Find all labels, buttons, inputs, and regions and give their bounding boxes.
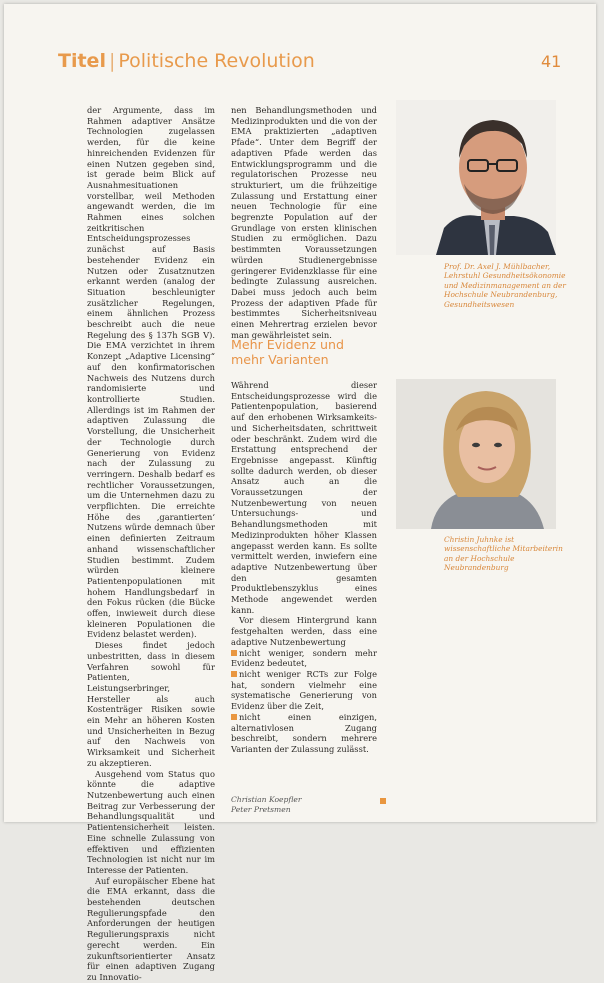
paragraph: der Argumente, dass im Rahmen adaptiver Ansätze Technologien zugelassen werden, für die keine hinreichenden Evidenzen für einen Nutzen gegeben sind, ist gerade beim Blick auf Ausnahmesituationen vorstellbar, weil Methoden angewandt werden, die im Rahmen eines solchen zeitkritischen Entscheidungsprozesses zunächst auf Basis bestehender Evidenz ein Nutzen oder Zusatznutzen erkannt werden (analog der Situation beschleunigter zusätzlicher Regelungen, einem ähnlichen Prozess beschreibt auch die neue Regelung des § 137h SGB V). Die EMA verzichtet in ihrem Konzept „Adaptive Licensing“ auf den konfirmatorischen Nachweis des Nutzens durch randomisierte und kontrollierte Studien. Allerdings ist im Rahmen der adaptiven Zulassung die Vorstellung, die Unsicherheit der Technologie durch Generierung von Evidenz nach der Zulassung zu verringern. Deshalb bedarf es rechtlicher Voraussetzungen, um die Unternehmen dazu zu verpflichten. Die erreichte Höhe des ‚garantierten‘ Nutzens würde demnach über einen definierten Zeitraum anhand wissenschaftlicher Studien bestimmt. Zudem würden kleinere Patientenpopulationen mit hohem Handlungsbedarf in den Fokus rücken (die Bücke offen, inwieweit durch diese kleineren Populationen die Evidenz belastet werden). (87, 105, 215, 640)
portrait-woman-image (396, 379, 556, 529)
page-number: 41 (541, 52, 562, 71)
paragraph: Während dieser Entscheidungsprozesse wird die Patientenpopulation, basierend auf den erhobenen Wirksamkeits- und Sicherheitsdaten, schrittweit oder beschränkt. Zudem wird die Erstattung entsprechend der Ergebnisse angepasst. Künftig sollte dadurch werden, ob dieser Ansatz auch an die Voraussetzungen der Nutzenbewertung von neuen Untersuchungs- und Behandlungsmethoden mit Medizinprodukten höher Klassen angepasst werden kann. Es sollte vermittelt werden, inwiefern eine adaptive Nutzenbewertung über den gesamten Produktlebenszyklus eines Methode angewendet werden kann. (231, 380, 377, 615)
paragraph: Dieses findet jedoch unbestritten, dass in diesem Verfahren sowohl für Patienten, Leistungserbringer, Hersteller als auch Kostenträger Risiken sowie ein Mehr an höheren Kosten und Unsicherheiten in Bezug auf den Nachweis von Wirksamkeit und Sicherheit zu akzeptieren. (87, 640, 215, 768)
bullet-square-icon (231, 714, 237, 720)
bullet-square-icon (231, 650, 237, 656)
section-title: Titel (58, 50, 106, 72)
subheading-line: Mehr Evidenz und (231, 337, 344, 352)
photo-caption-2: Christin Juhnke ist wissenschaftliche Mitarbeiterin an der Hochschule Neubrandenburg (444, 535, 563, 573)
photo-caption-1: Prof. Dr. Axel J. Mühlbacher, Lehrstuhl Gesundheitsökonomie und Medizinmanagement an der Hochschule Neubrandenburg, Gesundheitswesen (444, 262, 566, 309)
page-header (58, 50, 315, 72)
paragraph: Ausgehend vom Status quo könnte die adaptive Nutzenbewertung auch einen Beitrag zur Verbesserung der Behandlungsqualität und Patientensicherheit leisten. Eine schnelle Zulassung von effektiven und effizienten Technologien ist nicht nur im Interesse der Patienten. (87, 768, 215, 875)
text-column-2-bottom (231, 380, 377, 755)
text-column-2-top (231, 105, 377, 340)
author-signature: Christian Koepfler Peter Pretsmen (231, 795, 302, 814)
portrait-man-image (396, 100, 556, 255)
bullet-item: nicht einen einzigen, alternativlosen Zugang beschreibt, sondern mehrere Varianten der Zulassung zulässt. (231, 711, 377, 754)
text-column-1 (87, 105, 215, 983)
subheading-line: mehr Varianten (231, 352, 329, 367)
bullet-square-icon (231, 671, 237, 677)
end-mark-icon (380, 798, 386, 804)
paragraph: Vor diesem Hintergrund kann festgehalten werden, dass eine adaptive Nutzenbewertung (231, 615, 377, 647)
author-photo-1 (396, 100, 556, 255)
paragraph: Auf europäischer Ebene hat die EMA erkannt, dass die bestehenden deutschen Regulierungspfade den Anforderungen der heutigen Regulierungspraxis nicht gerecht werden. Ein zukunftsorientierter Ansatz für einen adaptiven Zugang zu Innovatio- (87, 875, 215, 982)
header-separator: | (108, 50, 116, 72)
magazine-page (4, 4, 596, 982)
section-topic: Politische Revolution (118, 50, 315, 72)
bullet-item: nicht weniger RCTs zur Folge hat, sondern vielmehr eine systematische Generierung von Evidenz über die Zeit, (231, 668, 377, 712)
subheading (231, 337, 344, 367)
author-photo-2 (396, 379, 556, 529)
paragraph: nen Behandlungsmethoden und Medizinprodukten und die von der EMA praktizierten „adaptiven Pfade“. Unter dem Begriff der adaptiven Pfade werden das Entwicklungsprogramm und die regulatorischen Prozesse neu strukturiert, um die frühzeitige Zulassung und Erstattung einer neuen Technologie für eine begrenzte Population auf der Grundlage von ersten klinischen Studien zu ermöglichen. Dazu bestimmten Voraussetzungen würden Studienergebnisse geringerer Evidenzklasse für eine bedingte Zulassung ausreichen. Dabei muss jedoch auch beim Prozess der adaptiven Pfade für bestimmtes Sicherheitsniveau einen Mehrertrag erzielen bevor man gewährleistet sein. (231, 105, 377, 340)
bullet-item: nicht weniger, sondern mehr Evidenz bedeutet, (231, 647, 377, 669)
